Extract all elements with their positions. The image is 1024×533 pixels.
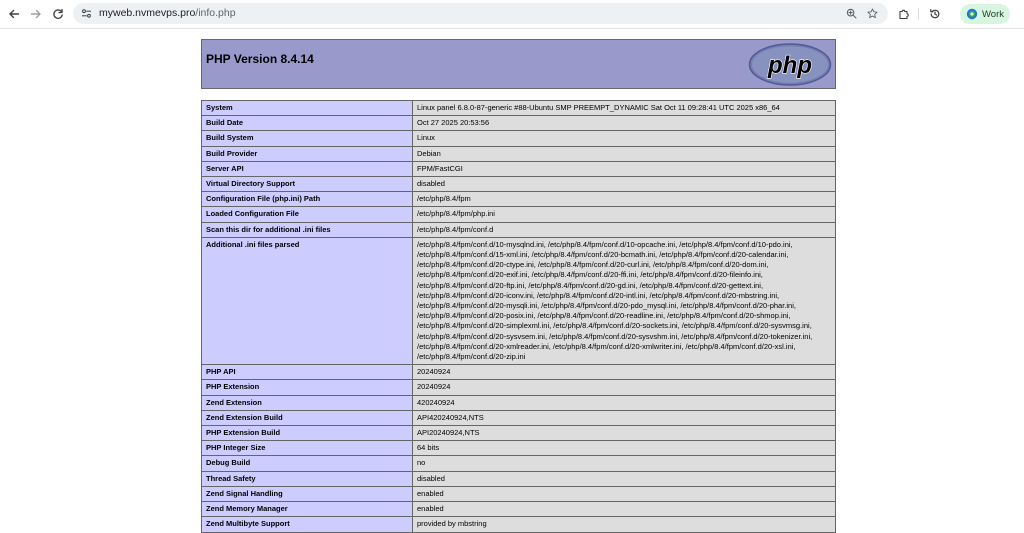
browser-toolbar <box>0 0 1024 29</box>
php-logo-text: php <box>768 52 812 79</box>
address-bar[interactable] <box>73 3 888 24</box>
info-row-value: Oct 27 2025 20:53:56 <box>413 116 836 131</box>
info-row-key: PHP Extension <box>202 380 413 395</box>
info-row-value: /etc/php/8.4/fpm/conf.d <box>413 222 836 237</box>
info-row-key: Scan this dir for additional .ini files <box>202 222 413 237</box>
info-row <box>202 486 836 501</box>
page-title: PHP Version 8.4.14 <box>206 52 314 66</box>
info-row <box>202 395 836 410</box>
info-row-key: Zend Extension <box>202 395 413 410</box>
info-row-value: Linux <box>413 131 836 146</box>
zoom-icon[interactable] <box>844 6 859 21</box>
site-info-icon[interactable] <box>79 6 94 21</box>
info-row-value: /etc/php/8.4/fpm <box>413 192 836 207</box>
info-row-key: Configuration File (php.ini) Path <box>202 192 413 207</box>
back-arrow-icon[interactable] <box>4 4 24 24</box>
info-row <box>202 365 836 380</box>
info-row-value: Linux panel 6.8.0-87-generic #88-Ubuntu SMP PREEMPT_DYNAMIC Sat Oct 11 09:28:41 UTC 2025 x86_64 <box>413 101 836 116</box>
info-row <box>202 207 836 222</box>
info-row-value: /etc/php/8.4/fpm/php.ini <box>413 207 836 222</box>
info-row-key: System <box>202 101 413 116</box>
info-row-key: Zend Signal Handling <box>202 486 413 501</box>
info-row-key: Thread Safety <box>202 471 413 486</box>
profile-label: Work <box>982 8 1004 20</box>
info-row <box>202 177 836 192</box>
info-row-value: 20240924 <box>413 365 836 380</box>
info-row-value: disabled <box>413 177 836 192</box>
info-row-key: Build System <box>202 131 413 146</box>
url-host: myweb.nvmevps.pro <box>99 7 196 19</box>
reload-icon[interactable] <box>48 4 68 24</box>
forward-arrow-icon[interactable] <box>26 4 46 24</box>
profile-icon <box>966 8 978 20</box>
info-row <box>202 116 836 131</box>
info-rows <box>202 101 836 533</box>
info-row <box>202 471 836 486</box>
info-row <box>202 192 836 207</box>
star-icon[interactable] <box>865 6 880 21</box>
info-row-key: PHP API <box>202 365 413 380</box>
php-version-header <box>201 39 836 89</box>
info-row-value: 64 bits <box>413 441 836 456</box>
info-row <box>202 380 836 395</box>
toolbar-divider <box>918 8 919 20</box>
info-row-value: Debian <box>413 146 836 161</box>
info-row-key: Debug Build <box>202 456 413 471</box>
info-row-key: PHP Extension Build <box>202 426 413 441</box>
info-row <box>202 517 836 532</box>
info-row-value: enabled <box>413 486 836 501</box>
info-row <box>202 161 836 176</box>
info-row-key: Loaded Configuration File <box>202 207 413 222</box>
extensions-puzzle-icon[interactable] <box>894 4 914 24</box>
profile-button[interactable] <box>960 4 1010 24</box>
info-row-value: API20240924,NTS <box>413 426 836 441</box>
info-row-value: provided by mbstring <box>413 517 836 532</box>
info-row-value: FPM/FastCGI <box>413 161 836 176</box>
info-row-value: no <box>413 456 836 471</box>
info-row <box>202 426 836 441</box>
php-logo[interactable] <box>748 43 832 86</box>
info-row <box>202 237 836 364</box>
info-row-key: Zend Memory Manager <box>202 502 413 517</box>
info-row-value: /etc/php/8.4/fpm/conf.d/10-mysqlnd.ini, /etc/php/8.4/fpm/conf.d/10-opcache.ini, /etc/php/8.4/fpm/conf.d/10-pdo.ini, /etc/php/8.4/fpm/conf.d/15-xml.ini, /etc/php/8.4/fpm/conf.d/20-bcmath.ini, /etc/php/8.4/fpm/conf.d/20-calendar.ini, /etc/php/8.4/fpm/conf.d/20-ctype.ini, /etc/php/8.4/fpm/conf.d/20-curl.ini, /etc/php/8.4/fpm/conf.d/20-dom.ini, /etc/php/8.4/fpm/conf.d/20-exif.ini, /etc/php/8.4/fpm/conf.d/20-ffi.ini, /etc/php/8.4/fpm/conf.d/20-fileinfo.ini, /etc/php/8.4/fpm/conf.d/20-ftp.ini, /etc/php/8.4/fpm/conf.d/20-gd.ini, /etc/php/8.4/fpm/conf.d/20-gettext.ini, /etc/php/8.4/fpm/conf.d/20-iconv.ini, /etc/php/8.4/fpm/conf.d/20-intl.ini, /etc/php/8.4/fpm/conf.d/20-mbstring.ini, /etc/php/8.4/fpm/conf.d/20-mysqli.ini, /etc/php/8.4/fpm/conf.d/20-pdo_mysql.ini, /etc/php/8.4/fpm/conf.d/20-phar.ini, /etc/php/8.4/fpm/conf.d/20-posix.ini, /etc/php/8.4/fpm/conf.d/20-readline.ini, /etc/php/8.4/fpm/conf.d/20-shmop.ini, /etc/php/8.4/fpm/conf.d/20-simplexml.ini, /etc/php/8.4/fpm/conf.d/20-sockets.ini, /etc/php/8.4/fpm/conf.d/20-sysvmsg.ini, /etc/php/8.4/fpm/conf.d/20-sysvsem.ini, /etc/php/8.4/fpm/conf.d/20-sysvshm.ini, /etc/php/8.4/fpm/conf.d/20-tokenizer.ini, /etc/php/8.4/fpm/conf.d/20-xmlreader.ini, /etc/php/8.4/fpm/conf.d/20-xmlwriter.ini, /etc/php/8.4/fpm/conf.d/20-xsl.ini, /etc/php/8.4/fpm/conf.d/20-zip.ini <box>413 237 836 364</box>
info-row-key: PHP Integer Size <box>202 441 413 456</box>
info-row-key: Server API <box>202 161 413 176</box>
address-url[interactable] <box>99 6 236 21</box>
info-row-key: Zend Multibyte Support <box>202 517 413 532</box>
php-info-table <box>201 100 836 533</box>
info-row-value: API420240924,NTS <box>413 410 836 425</box>
history-icon[interactable] <box>925 4 945 24</box>
info-row <box>202 101 836 116</box>
info-row-value: 420240924 <box>413 395 836 410</box>
info-row-key: Zend Extension Build <box>202 410 413 425</box>
info-row-value: 20240924 <box>413 380 836 395</box>
info-row <box>202 441 836 456</box>
info-row-key: Build Date <box>202 116 413 131</box>
info-row-value: enabled <box>413 502 836 517</box>
info-row-key: Virtual Directory Support <box>202 177 413 192</box>
info-row <box>202 222 836 237</box>
info-row-key: Build Provider <box>202 146 413 161</box>
info-row <box>202 146 836 161</box>
info-row-value: disabled <box>413 471 836 486</box>
url-path: /info.php <box>195 7 236 19</box>
info-row <box>202 131 836 146</box>
info-row <box>202 456 836 471</box>
info-row <box>202 502 836 517</box>
info-row-key: Additional .ini files parsed <box>202 237 413 364</box>
info-row <box>202 410 836 425</box>
